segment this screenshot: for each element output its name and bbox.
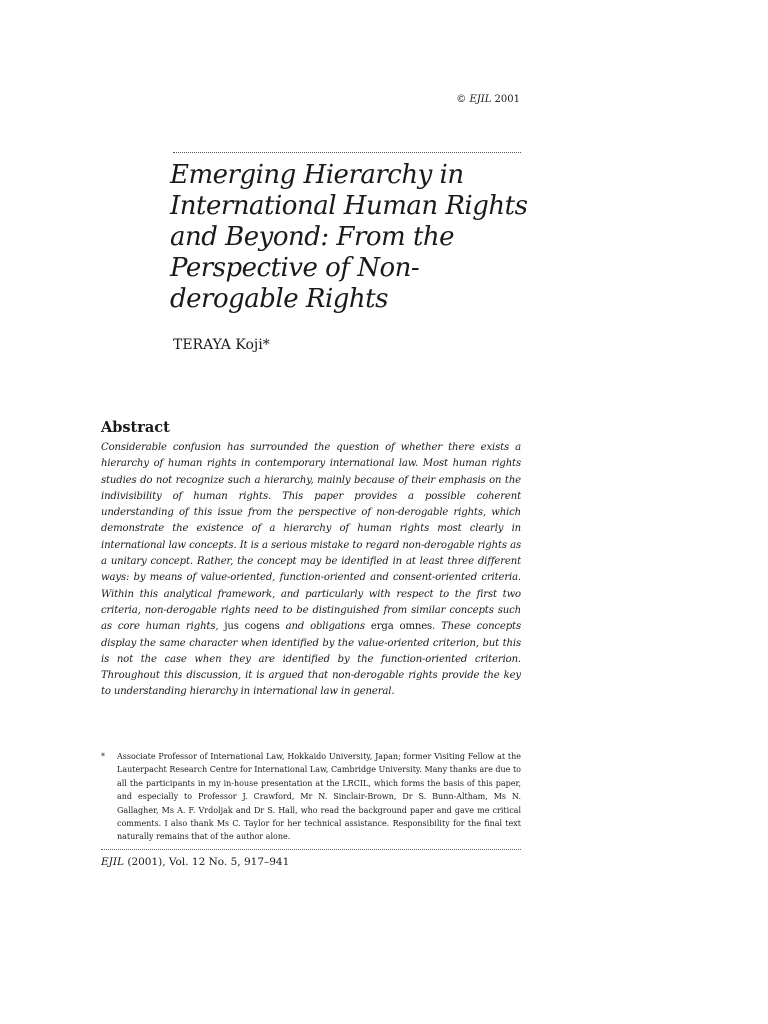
copyright-symbol: © [456, 94, 467, 105]
article-title: Emerging Hierarchy in International Human Rights and Beyond: From the Perspective of Non-derogable Rights [170, 160, 528, 314]
abstract-text-part-3: These concepts display the same character when identified by the value-oriented criterion, but this is not the case when they are identified by the function-oriented criterion. Throughout this discussion, it is argued that non-derogable rights provide the key to understanding hierarchy in international law in general. [101, 621, 521, 698]
abstract-term-erga-omnes: erga omnes. [370, 621, 436, 633]
journal-citation [101, 856, 289, 868]
footnote-marker: * [101, 752, 105, 761]
citation-journal: EJIL [101, 856, 124, 868]
abstract-term-jus-cogens: jus cogens [224, 621, 280, 633]
abstract-text-part-1: Considerable confusion has surrounded the question of whether there exists a hierarchy of human rights in contemporary international law. Most human rights studies do not recognize such a hierarchy, mainly because of their emphasis on the indivisibility of human rights. This paper provides a possible coherent understanding of this issue from the perspective of non-derogable rights, which demonstrate the existence of a hierarchy of human rights most clearly in international law concepts. It is a serious mistake to regard non-derogable rights as a unitary concept. Rather, the concept may be identified in at least three different ways: by means of value-oriented, function-oriented and consent-oriented criteria. Within this analytical framework, and particularly with respect to the first two criteria, non-derogable rights need to be distinguished from similar concepts such as core human rights, [101, 442, 521, 633]
footer-dotted-rule [101, 849, 521, 850]
journal-abbrev: EJIL [469, 94, 492, 105]
footnote-text: Associate Professor of International Law, Hokkaido University, Japan; former Visiting Fellow at the Lauterpacht Research Centre for International Law, Cambridge University. Many thanks are due to all the participants in my in-house presentation at the LRCIL, which forms the basis of this paper, and especially to Professor J. Crawford, Mr N. Sinclair-Brown, Dr S. Bunn-Altham, Ms N. Gallagher, Ms A. F. Vrdoljak and Dr S. Hall, who read the background paper and gave me critical comments. I also thank Ms C. Taylor for her technical assistance. Responsibility for the final text naturally remains that of the author alone. [117, 752, 521, 842]
abstract-heading: Abstract [101, 419, 170, 436]
article-author: TERAYA Koji* [173, 337, 270, 353]
copyright-year: 2001 [494, 94, 520, 105]
title-dotted-rule [173, 152, 521, 153]
abstract-text [101, 440, 521, 701]
copyright-line [430, 94, 520, 106]
citation-details: (2001), Vol. 12 No. 5, 917–941 [127, 856, 290, 868]
abstract-text-part-2: and obligations [285, 621, 365, 633]
